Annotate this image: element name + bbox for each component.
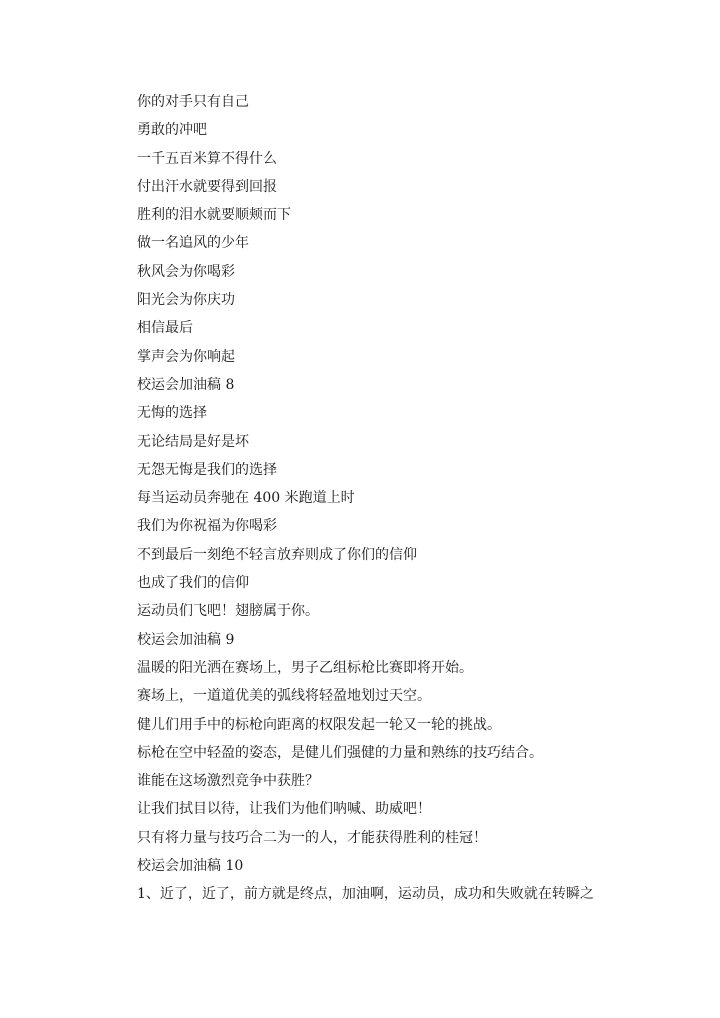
- text-line: 无论结局是好是坏: [137, 433, 249, 450]
- text-line: 无怨无悔是我们的选择: [137, 461, 277, 478]
- text-line: 也成了我们的信仰: [137, 575, 249, 592]
- text-line: 温暖的阳光洒在赛场上，男子乙组标枪比赛即将开始。: [137, 659, 473, 676]
- text-line: 一千五百米算不得什么: [137, 150, 277, 167]
- text-line: 运动员们飞吧！翅膀属于你。: [137, 603, 319, 620]
- text-line: 阳光会为你庆功: [137, 292, 235, 309]
- text-line: 相信最后: [137, 320, 193, 337]
- text-line: 标枪在空中轻盈的姿态，是健儿们强健的力量和熟练的技巧结合。: [137, 744, 543, 761]
- text-line: 只有将力量与技巧合二为一的人，才能获得胜利的桂冠！: [137, 829, 487, 846]
- text-line: 勇敢的冲吧: [137, 122, 207, 139]
- text-line: 你的对手只有自己: [137, 94, 249, 110]
- text-line: 不到最后一刻绝不轻言放弃则成了你们的信仰: [137, 546, 417, 563]
- text-line: 1、近了，近了，前方就是终点，加油啊，运动员，成功和失败就在转瞬之: [137, 886, 594, 903]
- text-line: 我们为你祝福为你喝彩: [137, 518, 277, 535]
- document-body: [137, 88, 697, 909]
- section-heading: 校运会加油稿 10: [137, 858, 244, 875]
- text-line: 掌声会为你响起: [137, 348, 235, 365]
- section-heading: 校运会加油稿 8: [137, 376, 235, 393]
- text-line: 每当运动员奔驰在 400 米跑道上时: [137, 490, 355, 507]
- text-line: 做一名追风的少年: [137, 235, 249, 252]
- text-line: 谁能在这场激烈竞争中获胜？: [137, 773, 319, 790]
- text-line: 让我们拭目以待，让我们为他们呐喊、助威吧！: [137, 801, 431, 818]
- text-line: 健儿们用手中的标枪向距离的权限发起一轮又一轮的挑战。: [137, 716, 501, 733]
- text-line: 付出汗水就要得到回报: [137, 178, 277, 195]
- text-line: 胜利的泪水就要顺颊而下: [137, 207, 291, 224]
- text-line: 无悔的选择: [137, 405, 207, 422]
- text-line: 赛场上，一道道优美的弧线将轻盈地划过天空。: [137, 688, 431, 705]
- section-heading: 校运会加油稿 9: [137, 631, 235, 648]
- text-line: 秋风会为你喝彩: [137, 263, 235, 280]
